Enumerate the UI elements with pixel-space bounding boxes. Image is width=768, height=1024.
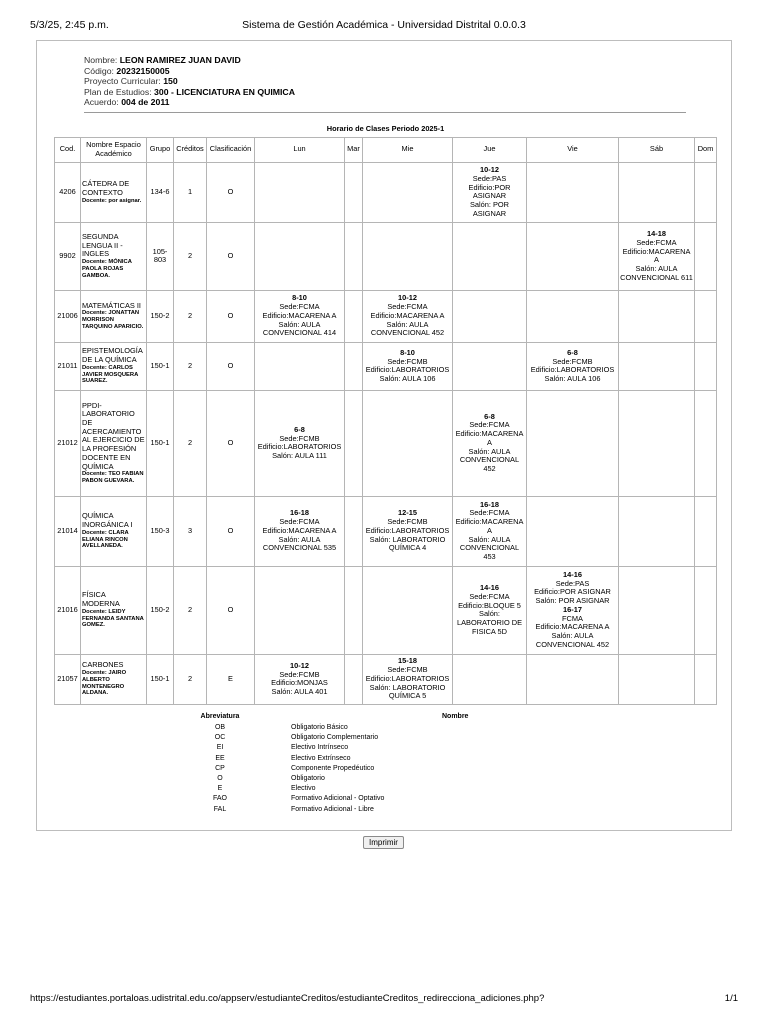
student-agreement: 004 de 2011: [121, 97, 170, 108]
legend-abbr: OB: [214, 724, 226, 731]
print-header: [30, 19, 738, 33]
slot-detail: Sede:FCMA: [279, 517, 320, 527]
slot-time: 10-12: [398, 293, 417, 303]
legend-abbr: E: [217, 785, 223, 793]
legend-name-header: Nombre: [442, 713, 469, 720]
course-group: 150-1: [147, 654, 174, 704]
print-url: https://estudiantes.portaloas.udistrital.edu.co/appserv/estudianteCreditos/estudianteCreditos_redirecciona_adiciones.php?: [30, 993, 545, 1004]
table-row: [55, 342, 717, 390]
slot-time: 14-16: [563, 570, 582, 580]
schedule-cell-sat: [619, 566, 695, 654]
student-name: LEON RAMIREZ JUAN DAVID: [119, 55, 241, 65]
schedule-cell-sun: [695, 566, 717, 654]
schedule-cell-sun: [695, 342, 717, 390]
slot-time: 6-8: [567, 347, 578, 357]
course-group: 150-3: [147, 496, 174, 566]
slot-time: 10-12: [480, 165, 499, 175]
legend-abbr-header: Abreviatura: [200, 713, 240, 720]
course-teacher: Docente: CARLOS JAVIER MOSQUERA SUAREZ.: [82, 364, 139, 385]
course-name: PPDI-LABORATORIO DE ACERCAMIENTO AL EJERCICIO DE LA PROFESIÓN DOCENTE EN QUÍMICA: [82, 400, 145, 471]
schedule-cell-wed: [363, 496, 453, 566]
slot-detail: Salón: AULA CONVENCIONAL 452: [459, 446, 520, 473]
schedule-cell-wed: [363, 390, 453, 496]
schedule-cell-sat: [619, 390, 695, 496]
course-classification: E: [207, 654, 255, 704]
slot-detail: Sede:PAS: [472, 173, 507, 183]
slot-detail: Sede:FCMA: [469, 591, 510, 601]
table-row: [55, 654, 717, 704]
course-credits: 2: [174, 342, 207, 390]
table-row: [55, 496, 717, 566]
legend-name: Electivo Extrínseco: [291, 754, 351, 762]
schedule-cell-fri: [527, 654, 619, 704]
slot-detail: Edificio:LABORATORIOS: [365, 673, 450, 683]
slot-detail: Salón: AULA CONVENCIONAL 414: [262, 319, 337, 338]
schedule-cell-mon: [255, 390, 345, 496]
course-code: 4206: [55, 162, 81, 222]
schedule-cell-tue: [345, 496, 363, 566]
slot-detail: Sede:FCMA: [469, 508, 510, 518]
course-name: MATEMÁTICAS II: [82, 300, 141, 310]
course-name-cell: [81, 342, 147, 390]
course-teacher: Docente: por asignar.: [82, 197, 142, 204]
slot-detail: Sede:FCMB: [279, 433, 320, 443]
schedule-cell-sat: [619, 162, 695, 222]
course-teacher: Docente: JAIRO ALBERTO MONTENEGRO ALDANA.: [82, 669, 127, 697]
col-header-name: Nombre Espacio Académico: [81, 137, 147, 162]
slot-detail: Sede:FCMA: [387, 302, 428, 312]
legend-name: Obligatorio: [291, 775, 325, 782]
course-code: 21014: [55, 496, 81, 566]
course-credits: 2: [174, 566, 207, 654]
slot-detail: Edificio:BLOQUE 5: [458, 600, 521, 610]
student-info: [84, 55, 295, 108]
course-name-cell: [81, 390, 147, 496]
course-name-cell: [81, 496, 147, 566]
schedule-cell-tue: [345, 654, 363, 704]
slot-detail: Salón: AULA CONVENCIONAL 452: [370, 319, 445, 338]
schedule-table: [54, 125, 717, 705]
slot-time: 6-8: [294, 424, 305, 434]
schedule-cell-sun: [695, 222, 717, 290]
col-header-class: Clasificación: [207, 137, 255, 162]
student-name-line: Nombre: LEON RAMIREZ JUAN DAVID: [84, 55, 241, 65]
course-name-cell: [81, 654, 147, 704]
slot-detail: Edificio:MACARENA A: [455, 517, 524, 535]
schedule-cell-tue: [345, 342, 363, 390]
print-button[interactable]: Imprimir: [363, 836, 404, 849]
schedule-cell-sat: [619, 222, 695, 290]
schedule-cell-thu: [453, 496, 527, 566]
student-code-line: Código: 20232150005: [84, 65, 170, 76]
course-teacher: Docente: LEIDY FERNANDA SANTANA GOMEZ.: [82, 608, 144, 629]
divider: [84, 112, 686, 113]
legend-abbr: O: [217, 775, 223, 782]
table-row: [55, 290, 717, 342]
schedule-cell-mon: [255, 162, 345, 222]
legend-name: Obligatorio Complementario: [291, 734, 379, 742]
schedule-cell-tue: [345, 222, 363, 290]
slot-detail: Edificio:MACARENA A: [535, 622, 610, 632]
schedule-cell-mon: [255, 496, 345, 566]
schedule-cell-sun: [695, 654, 717, 704]
slot-time: 10-12: [290, 660, 309, 670]
col-header-tue: Mar: [345, 137, 363, 162]
slot-time: 8-10: [292, 293, 307, 303]
student-project: 150: [163, 76, 178, 87]
legend-name: Obligatorio Básico: [291, 724, 348, 731]
course-group: 150-2: [147, 290, 174, 342]
schedule-cell-mon: [255, 566, 345, 654]
course-classification: O: [207, 496, 255, 566]
slot-detail: Salón: AULA 106: [544, 373, 601, 383]
schedule-cell-mon: [255, 654, 345, 704]
col-header-credits: Créditos: [174, 137, 207, 162]
course-credits: 2: [174, 654, 207, 704]
schedule-cell-fri: [527, 566, 619, 654]
course-classification: O: [207, 390, 255, 496]
legend-abbr: FAO: [212, 795, 227, 803]
legend-abbr: EE: [215, 754, 225, 762]
slot-detail: Edificio:POR ASIGNAR: [468, 182, 511, 201]
slot-detail: Edificio:MACARENA A: [622, 246, 691, 265]
course-name: CARBONES: [82, 660, 124, 670]
schedule-cell-fri: [527, 496, 619, 566]
schedule-cell-mon: [255, 342, 345, 390]
print-footer: [30, 993, 738, 1007]
print-page-number: 1/1: [724, 993, 738, 1004]
slot-detail: Edificio:MACARENA A: [262, 525, 337, 535]
table-row: [55, 222, 717, 290]
schedule-cell-tue: [345, 162, 363, 222]
slot-detail: Edificio:MONJAS: [271, 678, 328, 688]
schedule-header-row: [55, 137, 717, 162]
schedule-caption: Horario de Clases Periodo 2025-1: [326, 124, 445, 133]
schedule-cell-sat: [619, 654, 695, 704]
slot-time: 15-18: [398, 656, 417, 666]
course-group: 105-803: [147, 222, 174, 290]
legend-name: Formativo Adicional - Libre: [291, 805, 374, 813]
schedule-cell-sun: [695, 162, 717, 222]
slot-detail: Edificio:LABORATORIOS: [257, 442, 342, 452]
slot-detail: Sede:PAS: [555, 578, 590, 588]
course-code: 21011: [55, 342, 81, 390]
student-project-line: Proyecto Curricular: 150: [84, 76, 178, 87]
schedule-cell-sun: [695, 290, 717, 342]
slot-detail: Salón: AULA 111: [272, 450, 327, 460]
print-datetime: 5/3/25, 2:45 p.m.: [30, 19, 109, 31]
schedule-cell-fri: [527, 290, 619, 342]
slot-time: 16-18: [290, 508, 309, 518]
course-credits: 2: [174, 222, 207, 290]
table-row: [55, 390, 717, 496]
slot-detail: Salón: AULA 106: [379, 373, 436, 383]
slot-detail: Edificio:MACARENA A: [370, 310, 445, 320]
legend-name: Formativo Adicional - Optativo: [291, 795, 385, 803]
course-code: 9902: [55, 222, 81, 290]
slot-detail: FCMA: [562, 613, 583, 623]
schedule-cell-fri: [527, 222, 619, 290]
course-credits: 1: [174, 162, 207, 222]
schedule-cell-thu: [453, 342, 527, 390]
student-plan: 300 - LICENCIATURA EN QUIMICA: [154, 86, 295, 97]
slot-detail: Edificio:POR ASIGNAR: [534, 587, 611, 597]
schedule-cell-sun: [695, 390, 717, 496]
course-name-cell: [81, 290, 147, 342]
slot-detail: Sede:FCMB: [279, 669, 320, 679]
schedule-cell-thu: [453, 566, 527, 654]
slot-detail: Salón: AULA 401: [271, 686, 328, 696]
legend-name: Componente Propedéutico: [291, 764, 375, 772]
schedule-cell-wed: [363, 290, 453, 342]
course-name-cell: [81, 162, 147, 222]
course-credits: 2: [174, 290, 207, 342]
legend-abbr: FAL: [213, 805, 227, 813]
slot-detail: Salón: AULA CONVENCIONAL 535: [262, 534, 337, 553]
table-row: [55, 566, 717, 654]
slot-detail: Salón: AULA CONVENCIONAL 611: [620, 263, 693, 282]
course-classification: O: [207, 162, 255, 222]
col-header-sun: Dom: [695, 137, 717, 162]
schedule-cell-tue: [345, 566, 363, 654]
schedule-cell-sun: [695, 496, 717, 566]
schedule-cell-sat: [619, 496, 695, 566]
course-name: EPISTEMOLOGÍA DE LA QUÍMICA: [82, 346, 143, 364]
slot-time: 16-18: [480, 499, 499, 509]
schedule-cell-thu: [453, 654, 527, 704]
slot-detail: Salón: AULA CONVENCIONAL 452: [535, 630, 610, 649]
course-name: SEGUNDA LENGUA II - INGLES: [82, 231, 123, 259]
slot-detail: Sede:FCMB: [387, 356, 428, 366]
col-header-sat: Sáb: [619, 137, 695, 162]
schedule-cell-tue: [345, 290, 363, 342]
schedule-cell-wed: [363, 342, 453, 390]
course-teacher: Docente: JONATTAN MORRISON TARQUINO APARICIO.: [82, 310, 144, 330]
course-group: 150-1: [147, 390, 174, 496]
schedule-cell-fri: [527, 390, 619, 496]
schedule-cell-thu: [453, 162, 527, 222]
slot-detail: Sede:FCMA: [279, 302, 320, 312]
course-group: 150-1: [147, 342, 174, 390]
slot-detail: Salón: AULA CONVENCIONAL 453: [459, 534, 520, 561]
col-header-fri: Vie: [527, 137, 619, 162]
print-page-title: Sistema de Gestión Académica - Universidad Distrital 0.0.0.3: [242, 19, 526, 31]
schedule-cell-wed: [363, 654, 453, 704]
course-teacher: Docente: MÓNICA PAOLA ROJAS GAMBOA.: [82, 259, 132, 279]
slot-detail: Salón: LABORATORIO QUÍMICA 5: [369, 682, 446, 701]
slot-time: 6-8: [484, 411, 495, 421]
course-group: 150-2: [147, 566, 174, 654]
schedule-cell-fri: [527, 162, 619, 222]
col-header-group: Grupo: [147, 137, 174, 162]
schedule-cell-tue: [345, 390, 363, 496]
slot-detail: Edificio:MACARENA A: [455, 429, 524, 447]
course-credits: 2: [174, 390, 207, 496]
course-credits: 3: [174, 496, 207, 566]
course-name: FÍSICA MODERNA: [82, 590, 120, 608]
course-classification: O: [207, 566, 255, 654]
slot-detail: Salón: POR ASIGNAR: [535, 596, 610, 606]
slot-detail: Edificio:LABORATORIOS: [365, 525, 450, 535]
slot-detail: Sede:FCMA: [469, 420, 510, 430]
col-header-thu: Jue: [453, 137, 527, 162]
slot-detail: Sede:FCMB: [387, 517, 428, 527]
course-name: QUÍMICA INORGÁNICA I: [82, 511, 133, 529]
slot-time: 12-15: [398, 508, 417, 518]
slot-detail: Sede:FCMB: [552, 356, 593, 366]
col-header-wed: Mie: [363, 137, 453, 162]
legend-abbr: OC: [214, 734, 226, 742]
schedule-cell-thu: [453, 390, 527, 496]
course-code: 21016: [55, 566, 81, 654]
course-code: 21012: [55, 390, 81, 496]
schedule-body: [55, 162, 717, 704]
schedule-cell-sat: [619, 290, 695, 342]
student-plan-line: Plan de Estudios: 300 - LICENCIATURA EN QUIMICA: [84, 86, 295, 97]
course-code: 21006: [55, 290, 81, 342]
course-name: CÁTEDRA DE CONTEXTO: [82, 179, 130, 197]
legend-name: Electivo: [291, 785, 316, 793]
schedule-cell-mon: [255, 222, 345, 290]
course-name-cell: [81, 222, 147, 290]
schedule-cell-sat: [619, 342, 695, 390]
slot-time: 14-16: [480, 583, 499, 593]
legend-abbr: EI: [216, 744, 224, 752]
slot-detail: Salón: LABORATORIO QUÍMICA 4: [369, 534, 446, 553]
course-teacher: Docente: TEO FABIAN PABON GUEVARA.: [82, 471, 144, 485]
schedule-cell-thu: [453, 222, 527, 290]
course-teacher: Docente: CLARA ELIANA RINCON AVELLANEDA.: [82, 529, 129, 550]
schedule-cell-thu: [453, 290, 527, 342]
legend-name: Electivo Intrínseco: [291, 744, 349, 752]
slot-detail: Salón: LABORATORIO DE FISICA 5D: [456, 609, 523, 636]
schedule-cell-mon: [255, 290, 345, 342]
course-code: 21057: [55, 654, 81, 704]
slot-detail: Edificio:LABORATORIOS: [365, 365, 450, 375]
slot-detail: Edificio:MACARENA A: [262, 310, 337, 320]
schedule-cell-wed: [363, 566, 453, 654]
course-classification: O: [207, 290, 255, 342]
legend-abbr: CP: [215, 764, 225, 772]
col-header-mon: Lun: [255, 137, 345, 162]
slot-time: 14-18: [647, 229, 666, 239]
slot-time: 8-10: [400, 347, 415, 357]
course-classification: O: [207, 222, 255, 290]
table-row: [55, 162, 717, 222]
course-group: 134-6: [147, 162, 174, 222]
slot-detail: Edificio:LABORATORIOS: [530, 365, 615, 375]
course-classification: O: [207, 342, 255, 390]
schedule-cell-fri: [527, 342, 619, 390]
student-agreement-line: Acuerdo: 004 de 2011: [84, 97, 170, 108]
student-code: 20232150005: [116, 65, 170, 76]
schedule-cell-wed: [363, 162, 453, 222]
schedule-cell-wed: [363, 222, 453, 290]
course-name-cell: [81, 566, 147, 654]
slot-detail: Sede:FCMA: [636, 237, 677, 247]
slot-time: 16-17: [563, 604, 582, 614]
col-header-cod: Cod.: [55, 137, 81, 162]
slot-detail: Salón: POR ASIGNAR: [469, 199, 510, 218]
slot-detail: Sede:FCMB: [387, 665, 428, 675]
